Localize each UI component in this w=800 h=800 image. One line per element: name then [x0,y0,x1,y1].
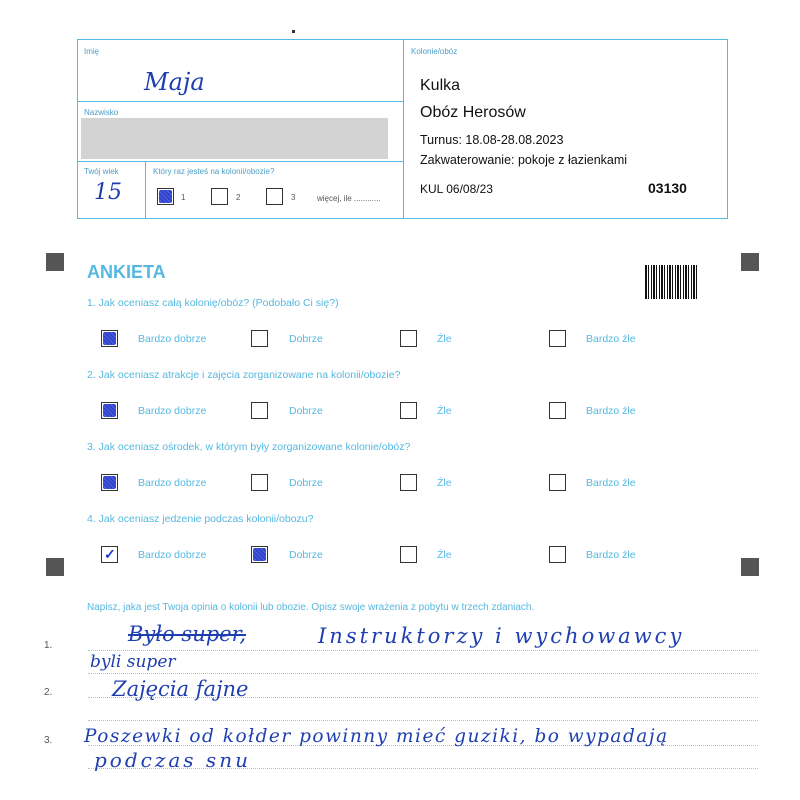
nazwisko-label: Nazwisko [84,108,119,117]
checkbox-visit-1[interactable] [157,188,174,205]
answer-line-2b [88,720,758,721]
question-2-option-3-label: Źle [437,405,452,417]
answer-1-struck: Było super, [128,622,247,646]
question-2-option-2-checkbox[interactable] [251,402,268,419]
imie-value: Maja [144,68,205,96]
answer-2: Zajęcia fajne [112,677,249,701]
registration-mark-tl [46,253,64,271]
registration-mark-bl [46,558,64,576]
question-1-option-3-checkbox[interactable] [400,330,417,347]
question-2-text: 2. Jak oceniasz atrakcje i zajęcia zorganizowane na kolonii/obozie? [87,369,401,381]
question-2-option-1-label: Bardzo dobrze [138,405,207,417]
question-1-option-3-label: Źle [437,333,452,345]
checkbox-visit-2[interactable] [211,188,228,205]
question-2-option-3-checkbox[interactable] [400,402,417,419]
survey-title: ANKIETA [87,262,166,282]
question-1-option-2-label: Dobrze [289,333,323,345]
org-name: Kulka [420,77,461,94]
opt2-label: 2 [236,193,241,202]
scan-dot [292,30,295,33]
question-3-text: 3. Jak oceniasz ośrodek, w którym były zorganizowane kolonie/obóz? [87,441,411,453]
line-number-1: 1. [44,640,53,651]
question-2-option-4-checkbox[interactable] [549,402,566,419]
question-1-option-2-checkbox[interactable] [251,330,268,347]
question-1-option-1-checkbox[interactable] [101,330,118,347]
question-4-option-2-checkbox[interactable] [251,546,268,563]
question-4-option-3-label: Źle [437,549,452,561]
form-number: 03130 [648,180,687,196]
question-4-option-2-label: Dobrze [289,549,323,561]
question-2-option-4-label: Bardzo źle [586,405,636,417]
question-2-option-1-checkbox[interactable] [101,402,118,419]
question-3-option-2-label: Dobrze [289,477,323,489]
question-3-option-4-label: Bardzo źle [586,477,636,489]
answer-line-1b [88,673,758,674]
question-4-option-1-label: Bardzo dobrze [138,549,207,561]
opinion-prompt: Napisz, jaka jest Twoja opinia o kolonii lub obozie. Opisz swoje wrażenia z pobytu w trzech zdaniach. [87,602,535,613]
question-1-option-1-label: Bardzo dobrze [138,333,207,345]
opt-more-label: więcej, ile ............ [317,194,381,203]
camp-name: Obóz Herosów [420,104,526,121]
question-4-option-3-checkbox[interactable] [400,546,417,563]
question-1-text: 1. Jak oceniasz całą kolonię/obóz? (Podobało Ci się?) [87,297,339,309]
opt1-label: 1 [181,193,186,202]
answer-1: Instruktorzy i wychowawcy [318,624,685,648]
question-3-option-3-checkbox[interactable] [400,474,417,491]
nazwisko-redacted [81,118,388,159]
question-3-option-2-checkbox[interactable] [251,474,268,491]
wiek-label: Twój wiek [84,167,119,176]
question-4-option-4-label: Bardzo źle [586,549,636,561]
question-4-option-1-checkbox[interactable] [101,546,118,563]
imie-label: Imię [84,47,100,56]
question-4-text: 4. Jak oceniasz jedzenie podczas kolonii/obozu? [87,513,314,525]
question-1-option-4-label: Bardzo źle [586,333,636,345]
registration-mark-tr [741,253,759,271]
line-number-2: 2. [44,687,53,698]
ktory-label: Który raz jesteś na kolonii/obozie? [153,167,275,176]
zakwaterowanie: Zakwaterowanie: pokoje z łazienkami [420,153,628,167]
check-tick-icon: ✓ [104,546,116,562]
question-3-option-4-checkbox[interactable] [549,474,566,491]
header-form [77,39,728,219]
question-2-option-2-label: Dobrze [289,405,323,417]
question-3-option-1-label: Bardzo dobrze [138,477,207,489]
barcode [645,265,699,299]
opt3-label: 3 [291,193,296,202]
question-3-option-1-checkbox[interactable] [101,474,118,491]
answer-3: Poszewki od kołder powinny mieć guziki, bo wypadają [84,726,669,747]
answer-line-1 [88,650,758,651]
question-4-option-4-checkbox[interactable] [549,546,566,563]
registration-mark-br [741,558,759,576]
kolonie-label: Kolonie/obóz [411,47,458,56]
turnus: Turnus: 18.08-28.08.2023 [420,133,564,147]
checkbox-visit-3[interactable] [266,188,283,205]
question-1-option-4-checkbox[interactable] [549,330,566,347]
answer-1b: byli super [90,652,176,672]
question-3-option-3-label: Źle [437,477,452,489]
wiek-value: 15 [94,180,122,205]
answer-3b: podczas snu [94,748,251,772]
camp-code: KUL 06/08/23 [420,182,493,196]
line-number-3: 3. [44,735,53,746]
